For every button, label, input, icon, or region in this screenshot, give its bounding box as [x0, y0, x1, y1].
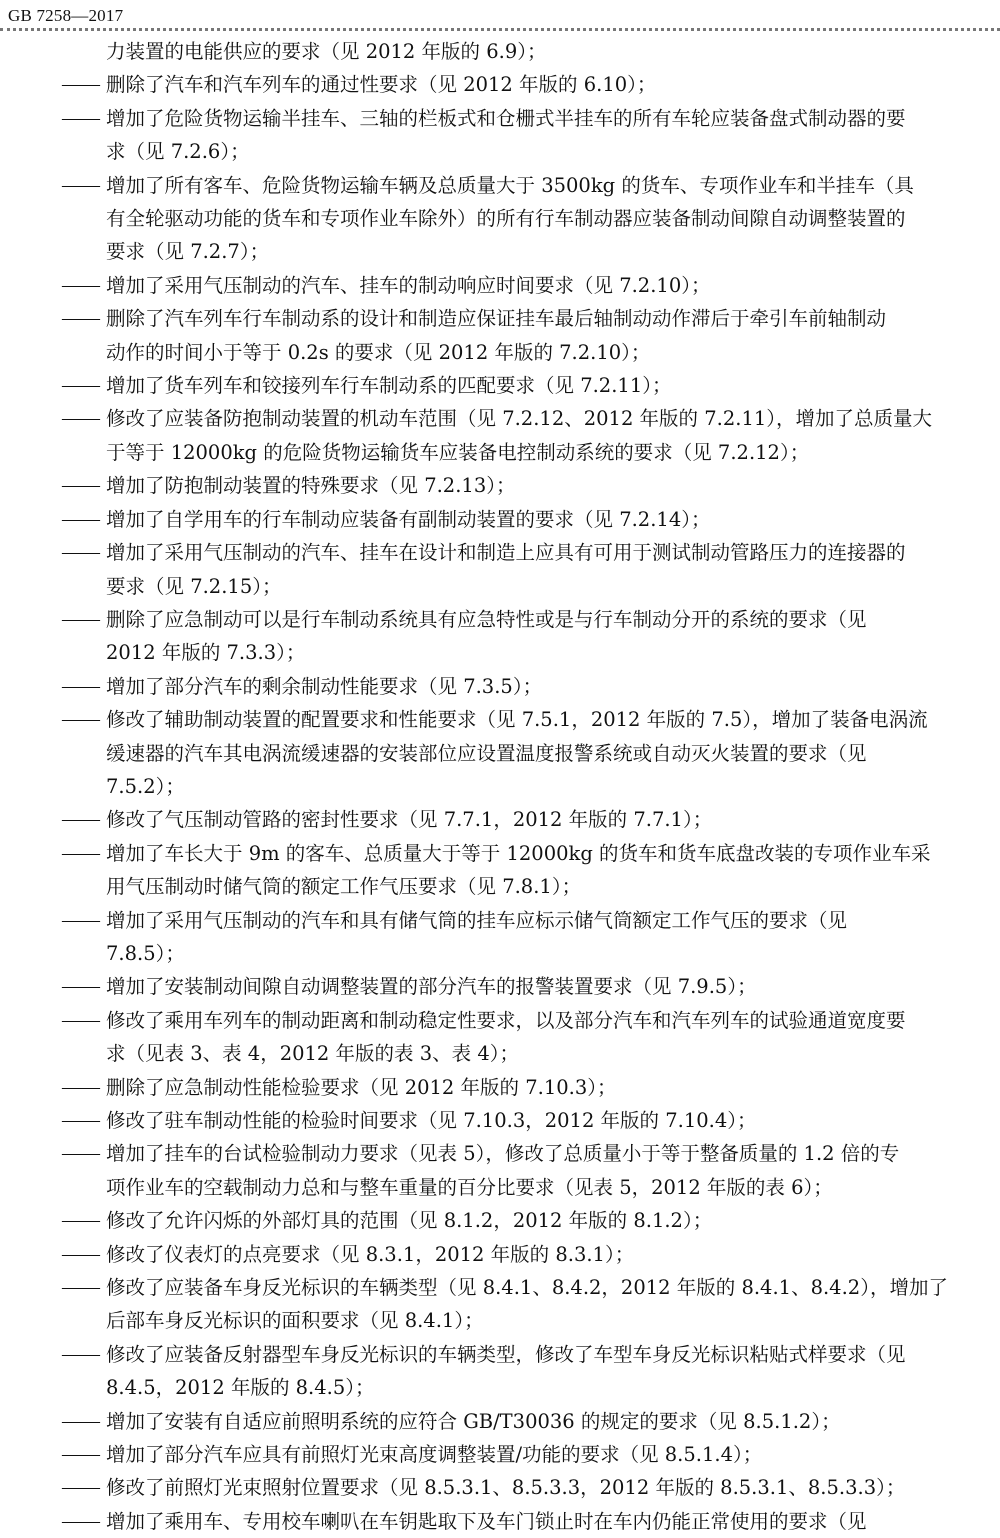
item-text: 增加了挂车的台试检验制动力要求（见表 5），修改了总质量小于等于整备质量的 1.2 倍的专	[106, 1142, 900, 1166]
item-text: 修改了应装备反射器型车身反光标识的车辆类型，修改了车型车身反光标识粘贴式样要求（见	[106, 1342, 906, 1366]
list-item	[62, 1137, 996, 1170]
item-text: 删除了汽车列车行车制动系的设计和制造应保证挂车最后轴制动动作滞后于牵引车前轴制动	[106, 307, 887, 331]
item-text: 增加了乘用车、专用校车喇叭在车钥匙取下及车门锁止时在车内仍能正常使用的要求（见	[106, 1509, 867, 1533]
item-text: 力装置的电能供应的要求（见 2012 年版的 6.9）；	[106, 40, 547, 63]
list-item-continuation	[62, 636, 996, 669]
item-text: 增加了安装制动间隙自动调整装置的部分汽车的报警装置要求（见 7.9.5）；	[106, 975, 757, 999]
list-item	[62, 1338, 996, 1371]
item-dash: ——	[62, 375, 99, 397]
list-item	[62, 1505, 996, 1538]
list-item	[62, 1471, 996, 1504]
item-text: 修改了前照灯光束照射位置要求（见 8.5.3.1、8.5.3.3，2012 年版的 8.5.3.1、8.5.3.3）；	[106, 1476, 906, 1500]
list-item	[62, 1238, 996, 1271]
item-text: 增加了安装有自适应前照明系统的应符合 GB/T30036 的规定的要求（见 8.5.1.2）；	[106, 1409, 841, 1433]
list-item	[62, 1071, 996, 1104]
item-text: 修改了允许闪烁的外部灯具的范围（见 8.1.2，2012 年版的 8.1.2）；	[106, 1209, 713, 1233]
item-text: 修改了应装备防抱制动装置的机动车范围（见 7.2.12、2012 年版的 7.2.11），增加了总质量大	[106, 407, 933, 431]
list-item	[62, 469, 996, 502]
item-text: 要求（见 7.2.7）；	[106, 240, 270, 264]
list-item-continuation	[62, 737, 996, 770]
list-item	[62, 1104, 996, 1137]
item-text: 要求（见 7.2.15）；	[106, 574, 282, 598]
item-text: 删除了应急制动性能检验要求（见 2012 年版的 7.10.3）；	[106, 1075, 617, 1099]
list-item	[62, 402, 996, 435]
list-item	[62, 837, 996, 870]
list-item	[62, 68, 996, 101]
change-list	[62, 35, 996, 1538]
item-text: 修改了仪表灯的点亮要求（见 8.3.1，2012 年版的 8.3.1）；	[106, 1242, 635, 1266]
list-item-continuation	[62, 570, 996, 603]
list-item	[62, 904, 996, 937]
item-dash: ——	[62, 1444, 99, 1466]
item-text: 增加了车长大于 9m 的客车、总质量大于等于 12000kg 的货车和货车底盘改装的专项作业车采	[106, 841, 931, 865]
list-item-continuation	[62, 1037, 996, 1070]
list-item	[62, 169, 996, 202]
item-dash: ——	[62, 842, 99, 864]
item-dash: ——	[62, 1510, 99, 1532]
list-item-continuation	[62, 35, 996, 68]
item-text: 于等于 12000kg 的危险货物运输货车应装备电控制动系统的要求（见 7.2.12）；	[106, 440, 810, 464]
list-item	[62, 369, 996, 402]
item-text: 增加了部分汽车的剩余制动性能要求（见 7.3.5）；	[106, 674, 543, 698]
item-text: 删除了汽车和汽车列车的通过性要求（见 2012 年版的 6.10）；	[106, 73, 657, 97]
item-dash: ——	[62, 608, 99, 630]
list-item-continuation	[62, 870, 996, 903]
list-item	[62, 1405, 996, 1438]
list-item	[62, 1204, 996, 1237]
item-dash: ——	[62, 675, 99, 697]
standard-code-header: GB 7258—2017	[8, 6, 124, 25]
list-item	[62, 803, 996, 836]
list-item-continuation	[62, 336, 996, 369]
header-divider	[0, 28, 1000, 31]
item-text: 修改了驻车制动性能的检验时间要求（见 7.10.3，2012 年版的 7.10.4）；	[106, 1109, 757, 1132]
list-item	[62, 302, 996, 335]
item-dash: ——	[62, 475, 99, 497]
item-dash: ——	[62, 1210, 99, 1232]
item-text: 增加了采用气压制动的汽车、挂车在设计和制造上应具有可用于测试制动管路压力的连接器的	[106, 541, 906, 565]
item-text: 修改了乘用车列车的制动距离和制动稳定性要求，以及部分汽车和汽车列车的试验通道宽度要	[106, 1008, 906, 1032]
list-item	[62, 970, 996, 1003]
list-item	[62, 269, 996, 302]
list-item	[62, 1438, 996, 1471]
item-text: 删除了应急制动可以是行车制动系统具有应急特性或是与行车制动分开的系统的要求（见	[106, 607, 867, 631]
item-dash: ——	[62, 909, 99, 931]
item-dash: ——	[62, 107, 99, 129]
item-text: 增加了部分汽车应具有前照灯光束高度调整装置/功能的要求（见 8.5.1.4）；	[106, 1443, 763, 1467]
item-dash: ——	[62, 709, 99, 731]
item-dash: ——	[62, 274, 99, 296]
item-text: 8.4.5，2012 年版的 8.4.5）；	[106, 1376, 375, 1400]
list-item	[62, 703, 996, 736]
item-text: 增加了自学用车的行车制动应装备有副制动装置的要求（见 7.2.14）；	[106, 507, 711, 531]
list-item-continuation	[62, 1171, 996, 1204]
item-dash: ——	[62, 1110, 99, 1131]
list-item-continuation	[62, 1304, 996, 1337]
item-text: 项作业车的空载制动力总和与整车重量的百分比要求（见表 5，2012 年版的表 6）；	[106, 1175, 833, 1199]
item-text: 修改了辅助制动装置的配置要求和性能要求（见 7.5.1，2012 年版的 7.5），增加了装备电涡流	[106, 708, 928, 732]
item-dash: ——	[62, 1076, 99, 1098]
item-dash: ——	[62, 408, 99, 430]
list-item-continuation	[62, 937, 996, 970]
item-text: 增加了危险货物运输半挂车、三轴的栏板式和仓栅式半挂车的所有车轮应装备盘式制动器的要	[106, 106, 906, 130]
list-item	[62, 536, 996, 569]
item-dash: ——	[62, 542, 99, 564]
item-dash: ——	[62, 74, 99, 96]
item-dash: ——	[62, 174, 99, 196]
item-text: 有全轮驱动功能的货车和专项作业车除外）的所有行车制动器应装备制动间隙自动调整装置的	[106, 207, 906, 231]
item-text: 后部车身反光标识的面积要求（见 8.4.1）；	[106, 1309, 484, 1333]
item-dash: ——	[62, 1143, 99, 1165]
item-text: 增加了采用气压制动的汽车、挂车的制动响应时间要求（见 7.2.10）；	[106, 273, 711, 297]
item-text: 修改了气压制动管路的密封性要求（见 7.7.1，2012 年版的 7.7.1）；	[106, 808, 713, 832]
item-dash: ——	[62, 1243, 99, 1265]
list-item	[62, 603, 996, 636]
list-item-continuation	[62, 235, 996, 268]
item-text: 7.8.5）；	[106, 941, 185, 965]
item-text: 增加了采用气压制动的汽车和具有储气筒的挂车应标示储气筒额定工作气压的要求（见	[106, 908, 848, 932]
item-dash: ——	[62, 1343, 99, 1365]
list-item	[62, 670, 996, 703]
item-dash: ——	[62, 1277, 99, 1299]
list-item	[62, 503, 996, 536]
list-item-continuation	[62, 770, 996, 803]
item-dash: ——	[62, 1410, 99, 1432]
item-dash: ——	[62, 809, 99, 831]
item-text: 修改了应装备车身反光标识的车辆类型（见 8.4.1、8.4.2，2012 年版的 8.4.1、8.4.2），增加了	[106, 1276, 948, 1300]
item-dash: ——	[62, 508, 99, 530]
list-item-continuation	[62, 1371, 996, 1404]
item-text: 增加了货车列车和铰接列车行车制动系的匹配要求（见 7.2.11）；	[106, 374, 672, 398]
item-text: 7.5.2）；	[106, 774, 185, 798]
item-text: 增加了所有客车、危险货物运输车辆及总质量大于 3500kg 的货车、专项作业车和半挂车（具	[106, 173, 914, 197]
item-dash: ——	[62, 308, 99, 330]
item-dash: ——	[62, 976, 99, 998]
item-text: 求（见 7.2.6）；	[106, 140, 250, 164]
list-item-continuation	[62, 135, 996, 168]
item-dash: ——	[62, 1009, 99, 1031]
item-text: 缓速器的汽车其电涡流缓速器的安装部位应设置温度报警系统或自动灭火装置的要求（见	[106, 741, 867, 765]
list-item	[62, 1004, 996, 1037]
list-item-continuation	[62, 202, 996, 235]
item-text: 用气压制动时储气筒的额定工作气压要求（见 7.8.1）；	[106, 875, 582, 899]
item-text: 动作的时间小于等于 0.2s 的要求（见 2012 年版的 7.2.10）；	[106, 340, 651, 364]
list-item-continuation	[62, 436, 996, 469]
item-text: 求（见表 3、表 4，2012 年版的表 3、表 4）；	[106, 1042, 519, 1066]
list-item	[62, 1271, 996, 1304]
item-dash: ——	[62, 1477, 99, 1499]
item-text: 2012 年版的 7.3.3）；	[106, 641, 306, 665]
list-item	[62, 102, 996, 135]
item-text: 增加了防抱制动装置的特殊要求（见 7.2.13）；	[106, 474, 516, 498]
